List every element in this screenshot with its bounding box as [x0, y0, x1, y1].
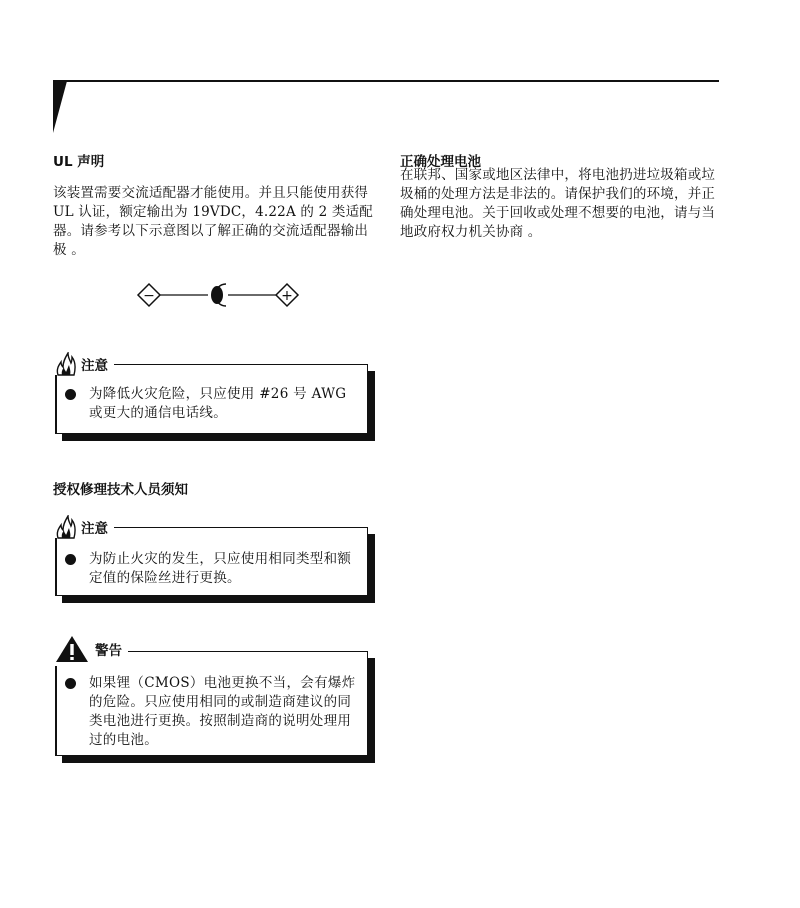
- caution-box-telephone-cord: [55, 358, 368, 434]
- page-top-rule: [53, 80, 719, 82]
- adapter-polarity-diagram: [136, 280, 306, 310]
- ul-statement-heading: UL 声明: [53, 154, 105, 170]
- caution-bullet-item: [65, 550, 357, 588]
- warning-bullet-text: 如果锂（CMOS）电池更换不当，会有爆炸的危险。只应使用相同的或制造商建议的同类电池进行更换。按照制造商的说明处理用过的电池。: [89, 675, 356, 748]
- bullet-dot: [65, 389, 76, 400]
- bullet-dot: [65, 678, 76, 689]
- center-pin-symbol: [211, 284, 226, 306]
- minus-terminal-symbol: [138, 284, 160, 306]
- authorized-service-heading: 授权修理技术人员须知: [53, 482, 188, 498]
- plus-sign: +: [281, 288, 293, 304]
- caution-box-fuse: [55, 521, 368, 596]
- warning-box-lithium-battery: [55, 643, 368, 756]
- battery-disposal-paragraph: 在联邦、国家或地区法律中，将电池扔进垃圾箱或垃圾桶的处理方法是非法的。请保护我们的环境，并正确处理电池。关于回收或处理不想要的电池，请与当地政府权力机关协商 。: [400, 167, 716, 240]
- plus-terminal-symbol: [276, 284, 298, 306]
- fire-hazard-icon: [55, 515, 77, 539]
- corner-tab-marker: [53, 81, 67, 133]
- warning-label: 警告: [53, 634, 128, 664]
- bullet-dot: [65, 554, 76, 565]
- warning-bullet-item: [65, 674, 357, 750]
- exclamation-triangle-icon: [55, 635, 89, 663]
- fire-hazard-icon: [55, 352, 77, 376]
- ul-statement-paragraph: 该装置需要交流适配器才能使用。并且只能使用获得 UL 认证，额定输出为 19VDC，4.22A 的 2 类适配器。请参考以下示意图以了解正确的交流适配器输出极 。: [53, 185, 373, 258]
- caution-bullet-text: 为降低火灾危险，只应使用 #26 号 AWG 或更大的通信电话线。: [89, 386, 347, 421]
- battery-disposal-heading: 正确处理电池: [400, 154, 481, 170]
- caution-bullet-text: 为防止火灾的发生，只应使用相同类型和额定值的保险丝进行更换。: [89, 551, 352, 586]
- caution-bullet-item: [65, 385, 357, 423]
- minus-sign: −: [143, 288, 155, 304]
- caution-label: 注意: [53, 353, 114, 375]
- caution-label: 注意: [53, 516, 114, 538]
